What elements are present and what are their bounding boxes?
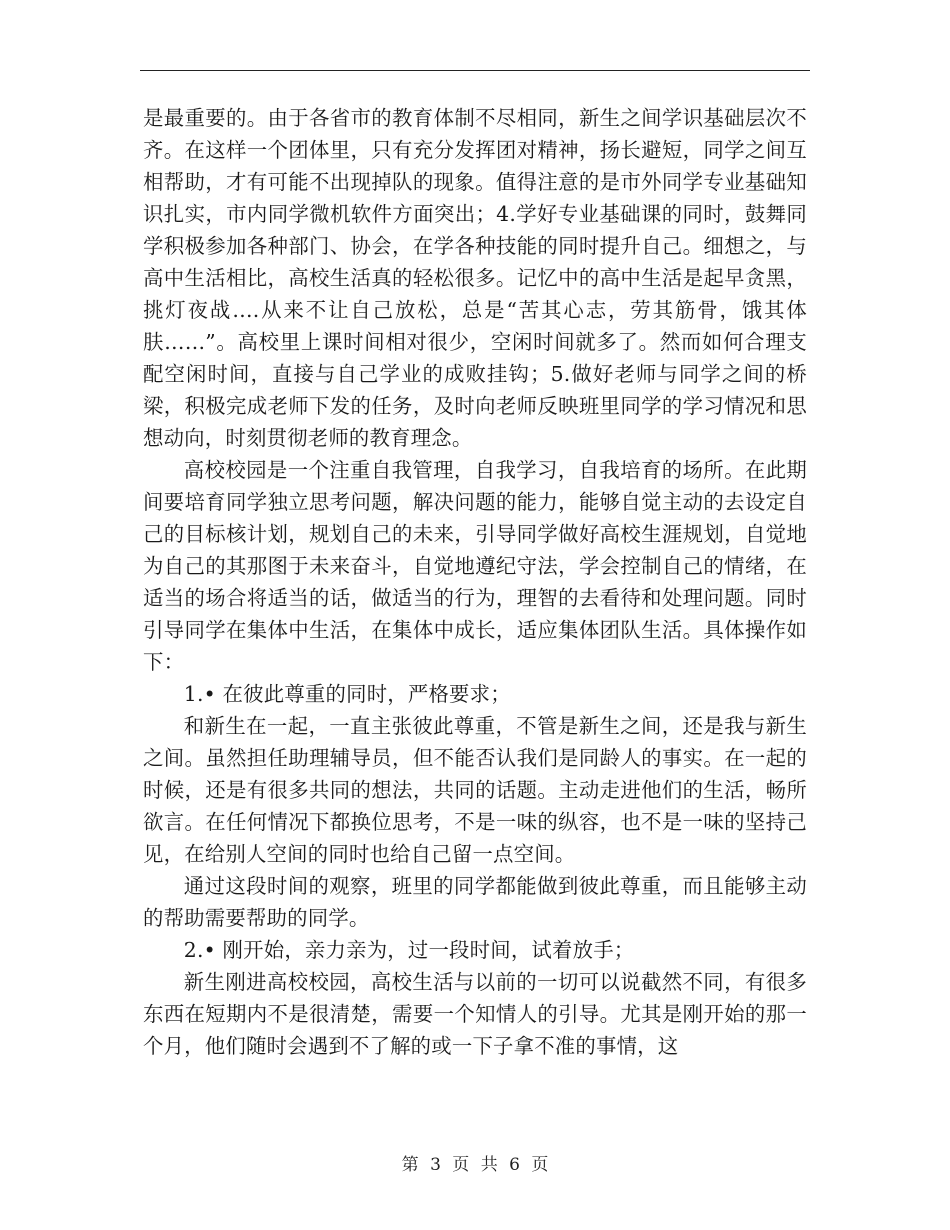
list-item-let-go: 2.• 刚开始，亲力亲为，过一段时间，试着放手； — [183, 938, 635, 962]
paragraph-observation: 通过这段时间的观察，班里的同学都能做到彼此尊重，而且能够主动的帮助需要帮助的同学。 — [143, 874, 807, 930]
paragraph-respect-detail: 和新生在一起，一直主张彼此尊重，不管是新生之间，还是我与新生之间。虽然担任助理辅导员，但不能否认我们是同龄人的事实。在一起的时候，还是有很多共同的想法，共同的话题。主动走进他们的生活，畅所欲言。在任何情况下都换位思考，不是一味的纵容，也不是一味的坚持己见，在给别人空间的同时也给自己留一点空间。 — [143, 714, 807, 866]
footer-current-page: 3 — [430, 1155, 441, 1175]
footer-total-prefix: 共 — [480, 1155, 498, 1175]
paragraph-continued: 是最重要的。由于各省市的教育体制不尽相同，新生之间学识基础层次不齐。在这样一个团体里，只有充分发挥团对精神，扬长避短，同学之间互相帮助，才有可能不出现掉队的现象。值得注意的是市外同学专业基础知识扎实，市内同学微机软件方面突出；4.学好专业基础课的同时，鼓舞同学积极参加各种部门、协会，在学各种技能的同时提升自己。细想之，与高中生活相比，高校生活真的轻松很多。记忆中的高中生活是起早贪黑，挑灯夜战….从来不让自己放松，总是“苦其心志，劳其筋骨，饿其体肤……”。高校里上课时间相对很少，空闲时间就多了。然而如何合理支配空闲时间，直接与自己学业的成败挂钩；5.做好老师与同学之间的桥梁，积极完成老师下发的任务，及时向老师反映班里同学的学习情况和思想动向，时刻贯彻老师的教育理念。 — [143, 106, 807, 450]
footer-prefix: 第 — [401, 1155, 419, 1175]
paragraph-campus-management: 高校校园是一个注重自我管理，自我学习，自我培育的场所。在此期间要培育同学独立思考问题，解决问题的能力，能够自觉主动的去设定自己的目标核计划，规划自己的未来，引导同学做好高校生涯规划，自觉地为自己的其那图于未来奋斗，自觉地遵纪守法，学会控制自己的情绪，在适当的场合将适当的话，做适当的行为，理智的去看待和处理问题。同时引导同学在集体中生活，在集体中成长，适应集体团队生活。具体操作如下： — [143, 458, 807, 674]
footer-page-word: 页 — [452, 1155, 470, 1175]
footer-total-pages: 6 — [509, 1155, 520, 1175]
footer-total-suffix: 页 — [531, 1155, 549, 1175]
paragraph-new-students: 新生刚进高校校园，高校生活与以前的一切可以说截然不同，有很多东西在短期内不是很清楚，需要一个知情人的引导。尤其是刚开始的那一个月，他们随时会遇到不了解的或一下子拿不准的事情，这 — [143, 970, 807, 1058]
document-body — [143, 102, 807, 1062]
list-item-respect: 1.• 在彼此尊重的同时，严格要求； — [183, 682, 511, 706]
header-rule — [140, 70, 810, 71]
page-footer — [0, 1153, 950, 1177]
